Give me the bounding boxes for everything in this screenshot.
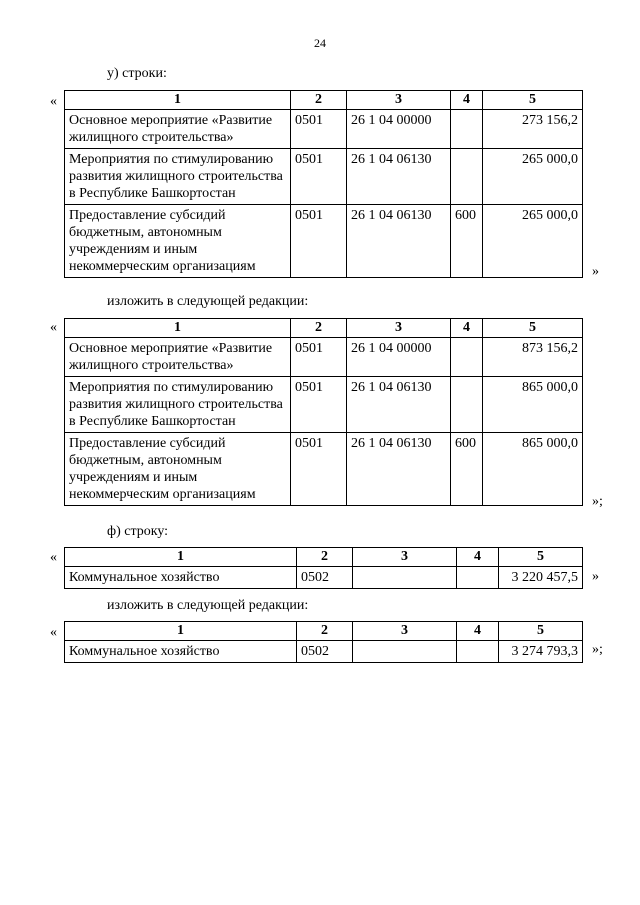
table-header-row (65, 622, 583, 641)
row-name: Предоставление субсидий бюджетным, автономным учреждениям и иным некоммерческим организациям (65, 433, 291, 506)
header-cell: 5 (499, 622, 583, 641)
table-row (65, 377, 583, 433)
budget-table (64, 318, 583, 506)
open-quote: « (50, 320, 57, 335)
table-row (65, 110, 583, 149)
header-cell: 5 (483, 319, 583, 338)
header-cell: 1 (65, 319, 291, 338)
row-name: Предоставление субсидий бюджетным, автономным учреждениям и иным некоммерческим организациям (65, 205, 291, 278)
row-target-code: 26 1 04 06130 (347, 377, 451, 433)
table-header-row (65, 548, 583, 567)
open-quote: « (50, 94, 57, 109)
header-cell: 3 (347, 91, 451, 110)
header-cell: 2 (297, 622, 353, 641)
row-section-code: 0501 (291, 377, 347, 433)
header-cell: 3 (353, 548, 457, 567)
header-cell: 5 (499, 548, 583, 567)
row-name: Мероприятия по стимулированию развития жилищного строительства в Республике Башкортостан (65, 377, 291, 433)
header-cell: 2 (291, 319, 347, 338)
row-amount: 3 220 457,5 (499, 567, 583, 589)
close-quote: » (592, 264, 599, 279)
row-expense-code (451, 110, 483, 149)
row-section-code: 0502 (297, 641, 353, 663)
table-header-row (65, 319, 583, 338)
row-target-code: 26 1 04 06130 (347, 433, 451, 506)
row-expense-code (457, 641, 499, 663)
table-row (65, 433, 583, 506)
row-name: Основное мероприятие «Развитие жилищного строительства» (65, 338, 291, 377)
row-section-code: 0501 (291, 338, 347, 377)
row-name: Основное мероприятие «Развитие жилищного строительства» (65, 110, 291, 149)
table-row (65, 149, 583, 205)
row-target-code (353, 641, 457, 663)
row-target-code: 26 1 04 00000 (347, 338, 451, 377)
header-cell: 3 (353, 622, 457, 641)
close-quote: »; (592, 494, 603, 509)
table-row (65, 567, 583, 589)
page-number: 24 (314, 36, 326, 50)
header-cell: 1 (65, 622, 297, 641)
row-section-code: 0501 (291, 110, 347, 149)
row-name: Мероприятия по стимулированию развития жилищного строительства в Республике Башкортостан (65, 149, 291, 205)
header-cell: 4 (457, 548, 499, 567)
row-amount: 265 000,0 (483, 205, 583, 278)
row-expense-code: 600 (451, 205, 483, 278)
budget-table (64, 547, 583, 589)
open-quote: « (50, 625, 57, 640)
close-quote: »; (592, 642, 603, 657)
row-amount: 3 274 793,3 (499, 641, 583, 663)
section-heading: изложить в следующей редакции: (107, 294, 309, 309)
section-heading: у) строки: (107, 66, 167, 81)
row-expense-code (451, 377, 483, 433)
row-amount: 873 156,2 (483, 338, 583, 377)
row-amount: 865 000,0 (483, 433, 583, 506)
header-cell: 1 (65, 91, 291, 110)
table-row (65, 205, 583, 278)
row-section-code: 0501 (291, 205, 347, 278)
header-cell: 5 (483, 91, 583, 110)
row-expense-code (451, 338, 483, 377)
row-section-code: 0502 (297, 567, 353, 589)
budget-table (64, 621, 583, 663)
row-amount: 865 000,0 (483, 377, 583, 433)
section-heading: ф) строку: (107, 524, 169, 539)
header-cell: 1 (65, 548, 297, 567)
header-cell: 4 (457, 622, 499, 641)
header-cell: 4 (451, 319, 483, 338)
header-cell: 2 (297, 548, 353, 567)
row-expense-code: 600 (451, 433, 483, 506)
row-amount: 265 000,0 (483, 149, 583, 205)
section-heading: изложить в следующей редакции: (107, 598, 309, 613)
header-cell: 3 (347, 319, 451, 338)
row-section-code: 0501 (291, 433, 347, 506)
row-target-code: 26 1 04 06130 (347, 149, 451, 205)
open-quote: « (50, 550, 57, 565)
table-header-row (65, 91, 583, 110)
header-cell: 2 (291, 91, 347, 110)
row-expense-code (451, 149, 483, 205)
row-name: Коммунальное хозяйство (65, 567, 297, 589)
header-cell: 4 (451, 91, 483, 110)
row-target-code: 26 1 04 00000 (347, 110, 451, 149)
row-target-code (353, 567, 457, 589)
close-quote: » (592, 569, 599, 584)
row-amount: 273 156,2 (483, 110, 583, 149)
row-section-code: 0501 (291, 149, 347, 205)
row-name: Коммунальное хозяйство (65, 641, 297, 663)
budget-table (64, 90, 583, 278)
row-expense-code (457, 567, 499, 589)
row-target-code: 26 1 04 06130 (347, 205, 451, 278)
table-row (65, 641, 583, 663)
table-row (65, 338, 583, 377)
